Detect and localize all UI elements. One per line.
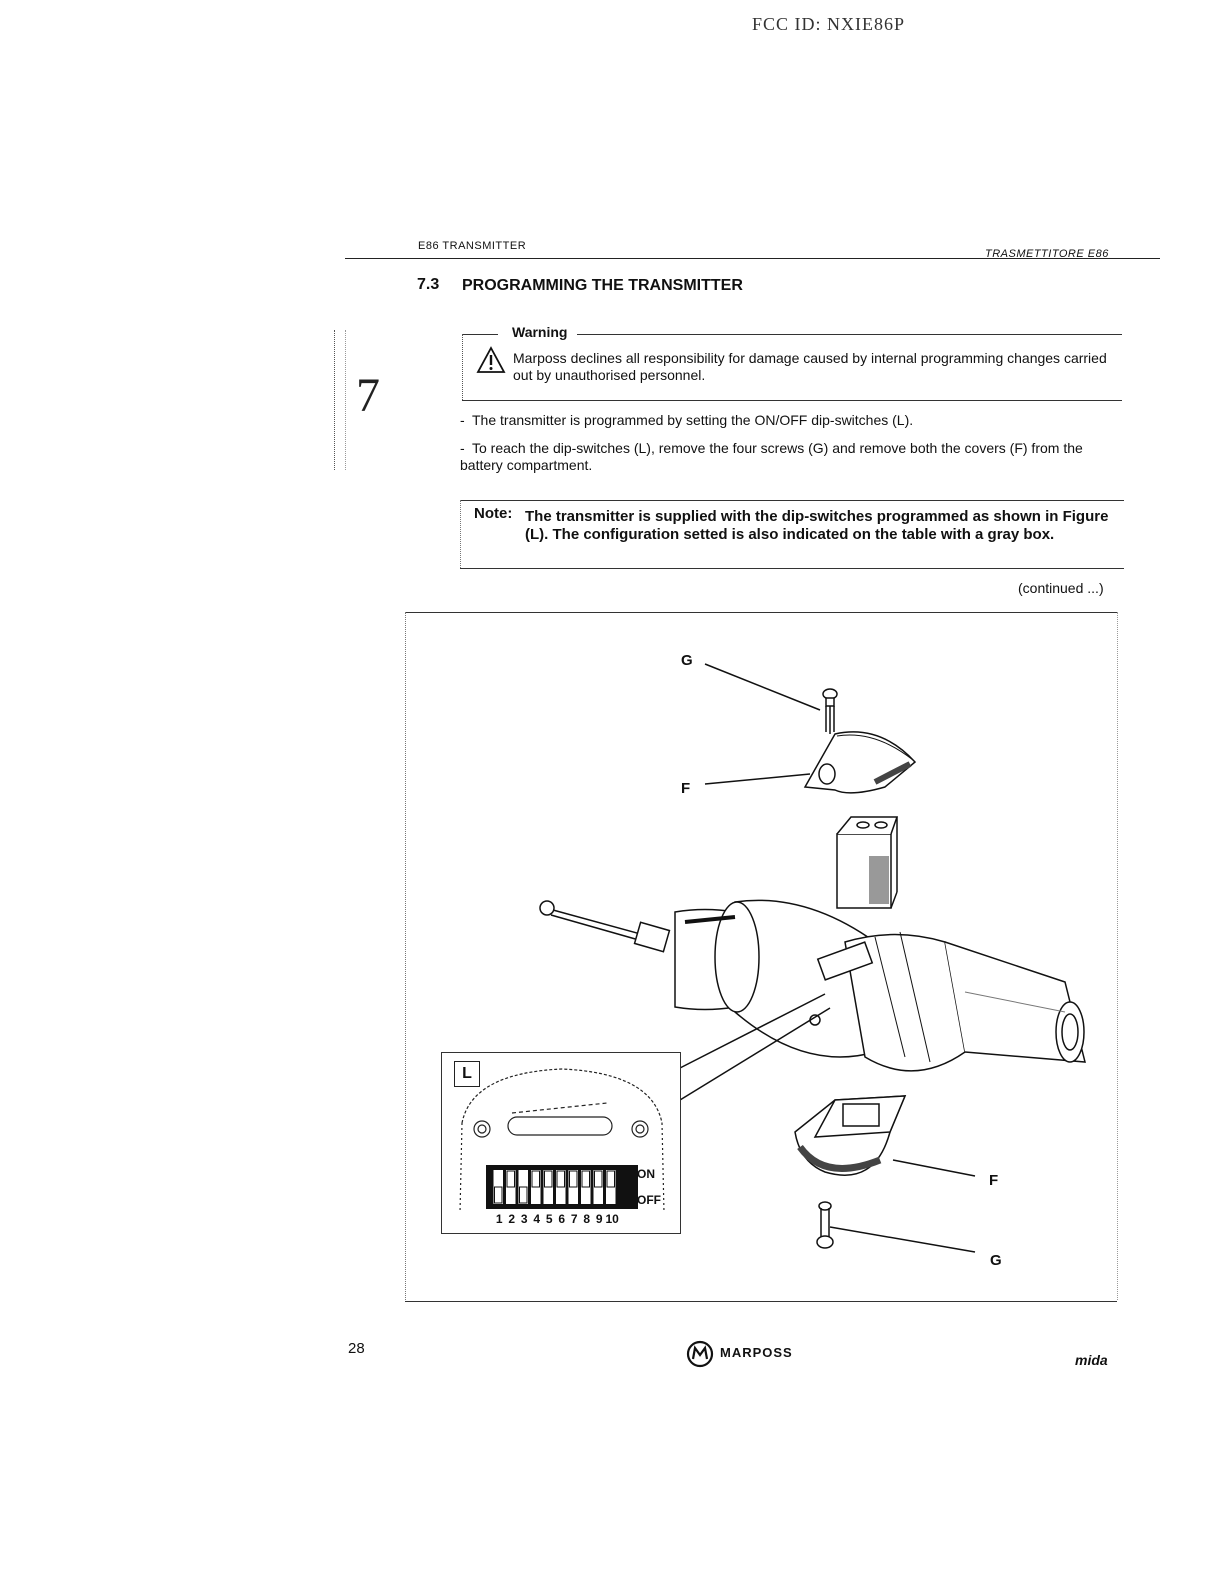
dip-switch-knob-6 [557,1171,565,1187]
bullet-item: - The transmitter is programmed by setting the ON/OFF dip-switches (L). [460,412,914,428]
fcc-id-stamp: FCC ID: NXIE86P [752,14,906,34]
note-top-rule [460,500,1124,501]
continued-label: (continued ...) [1018,580,1104,596]
dip-on-label: ON [637,1167,655,1181]
note-text: The transmitter is supplied with the dip-switches programmed as shown in Figure (L). The configuration setted is also indicated on the table with a gray box. [525,508,1109,543]
warning-text: Marposs declines all responsibility for damage caused by internal programming changes carried out by unauthorised personnel. [513,350,1107,383]
page-number: 28 [348,1340,365,1357]
bullet-text: To reach the dip-switches (L), remove the four screws (G) and remove both the covers (F) from the battery compartment. [460,440,1083,473]
dip-number: 4 [533,1212,541,1226]
dip-switch-knob-8 [582,1171,590,1187]
margin-chapter-mark: 7 [356,369,380,422]
label-screw-g-top: G [681,652,693,669]
dip-switch-knob-9 [595,1171,603,1187]
dip-switch-knob-3 [520,1187,528,1203]
dip-switch-knob-7 [570,1171,578,1187]
dip-number: 7 [570,1212,578,1226]
header-rule [345,258,1160,259]
inset-tag-l: L [454,1061,480,1087]
section-title: PROGRAMMING THE TRANSMITTER [462,277,743,294]
dip-number: 5 [545,1212,553,1226]
label-cover-f-bottom: F [989,1172,999,1189]
bullet-text: The transmitter is programmed by setting the ON/OFF dip-switches (L). [472,412,914,428]
marposs-logo-text: MARPOSS [720,1345,793,1360]
warning-bottom-rule [462,400,1122,401]
dip-number: 6 [558,1212,566,1226]
screw-top [823,689,837,734]
note-left-rule [460,500,461,568]
header-right: TRASMETTITORE E86 [985,248,1109,260]
dip-number: 1 [495,1212,503,1226]
dip-switch-numbers [493,1212,618,1226]
warning-left-rule [462,334,463,400]
dip-number: 3 [520,1212,528,1226]
dip-switch-knob-2 [507,1171,515,1187]
note-bottom-rule [460,568,1124,569]
bullet-item: - To reach the dip-switches (L), remove the four screws (G) and remove both the covers (F) from the battery compartment. [460,440,1083,473]
section-number: 7.3 [417,276,440,293]
footer-right-mark: mida [1075,1352,1108,1368]
dip-number: 9 [595,1212,603,1226]
margin-bar [334,330,346,470]
warning-label: Warning [498,324,577,340]
dip-off-label: OFF [637,1193,661,1207]
note-label: Note: [474,505,513,522]
dip-switch-knob-1 [495,1187,503,1203]
marposs-logo-icon [686,1340,714,1368]
dip-switch-knob-10 [607,1171,615,1187]
warning-triangle-icon [476,346,506,374]
dip-number: 2 [508,1212,516,1226]
dip-number: 10 [605,1212,619,1226]
dip-switch-knob-4 [532,1171,540,1187]
label-cover-f-top: F [681,780,691,797]
dip-switch-knob-5 [545,1171,553,1187]
dip-number: 8 [583,1212,591,1226]
figure-frame-right [1117,612,1118,1300]
label-screw-g-bottom: G [990,1252,1002,1269]
header-left: E86 TRANSMITTER [418,240,527,252]
